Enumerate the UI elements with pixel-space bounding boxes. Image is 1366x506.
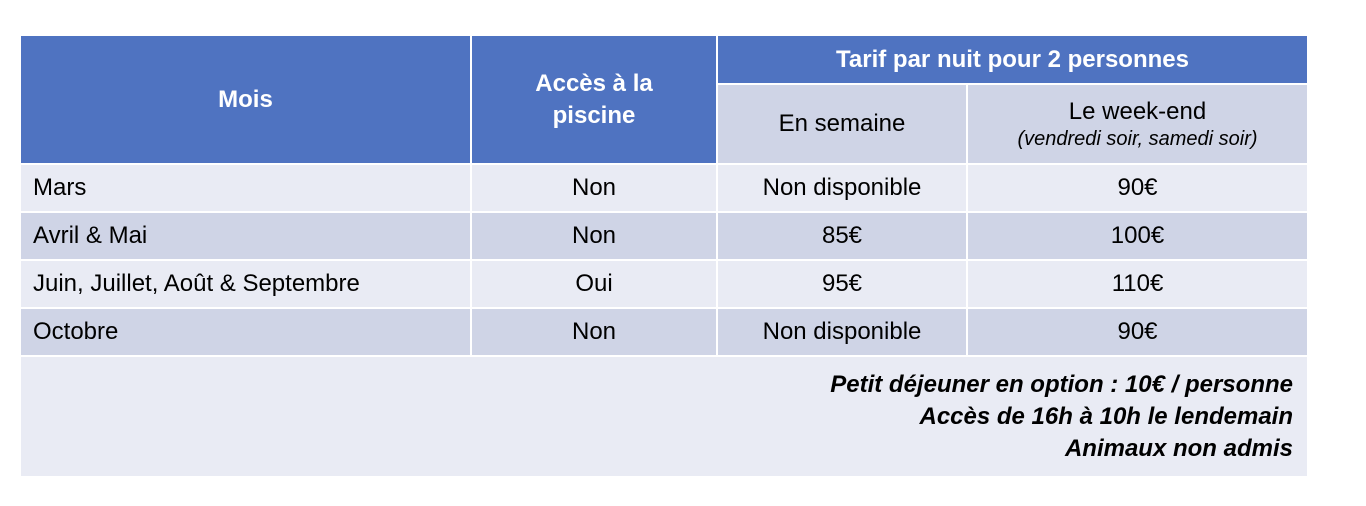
cell-piscine: Non xyxy=(471,212,717,260)
cell-weekend: 90€ xyxy=(967,308,1307,356)
header-acces-piscine xyxy=(471,36,717,164)
header-acces-line1: Accès à la xyxy=(535,69,653,97)
note-no-pets: Animaux non admis xyxy=(1064,434,1293,462)
header-acces-line2: piscine xyxy=(552,101,636,129)
header-week-end-label: Le week-end xyxy=(1068,97,1207,125)
header-week-end-note: (vendredi soir, samedi soir) xyxy=(1017,127,1258,150)
cell-month: Avril & Mai xyxy=(21,212,471,260)
cell-month: Mars xyxy=(21,164,471,212)
cell-weekend: 90€ xyxy=(967,164,1307,212)
header-mois: Mois xyxy=(21,36,471,164)
cell-piscine: Oui xyxy=(471,260,717,308)
cell-semaine: 85€ xyxy=(717,212,967,260)
cell-month: Juin, Juillet, Août & Septembre xyxy=(21,260,471,308)
cell-piscine: Non xyxy=(471,164,717,212)
cell-semaine: Non disponible xyxy=(717,308,967,356)
note-access-hours: Accès de 16h à 10h le lendemain xyxy=(919,402,1293,430)
note-breakfast: Petit déjeuner en option : 10€ / personne xyxy=(830,370,1293,398)
notes-row xyxy=(21,356,1307,476)
table-row xyxy=(21,164,1307,212)
cell-weekend: 110€ xyxy=(967,260,1307,308)
header-week-end xyxy=(967,84,1307,164)
cell-piscine: Non xyxy=(471,308,717,356)
header-tarif: Tarif par nuit pour 2 personnes xyxy=(717,36,1307,84)
table-row xyxy=(21,308,1307,356)
pricing-table xyxy=(21,36,1307,476)
table-row xyxy=(21,260,1307,308)
cell-weekend: 100€ xyxy=(967,212,1307,260)
table-row xyxy=(21,212,1307,260)
cell-semaine: 95€ xyxy=(717,260,967,308)
header-en-semaine: En semaine xyxy=(717,84,967,164)
notes-cell xyxy=(21,356,1307,476)
cell-semaine: Non disponible xyxy=(717,164,967,212)
cell-month: Octobre xyxy=(21,308,471,356)
